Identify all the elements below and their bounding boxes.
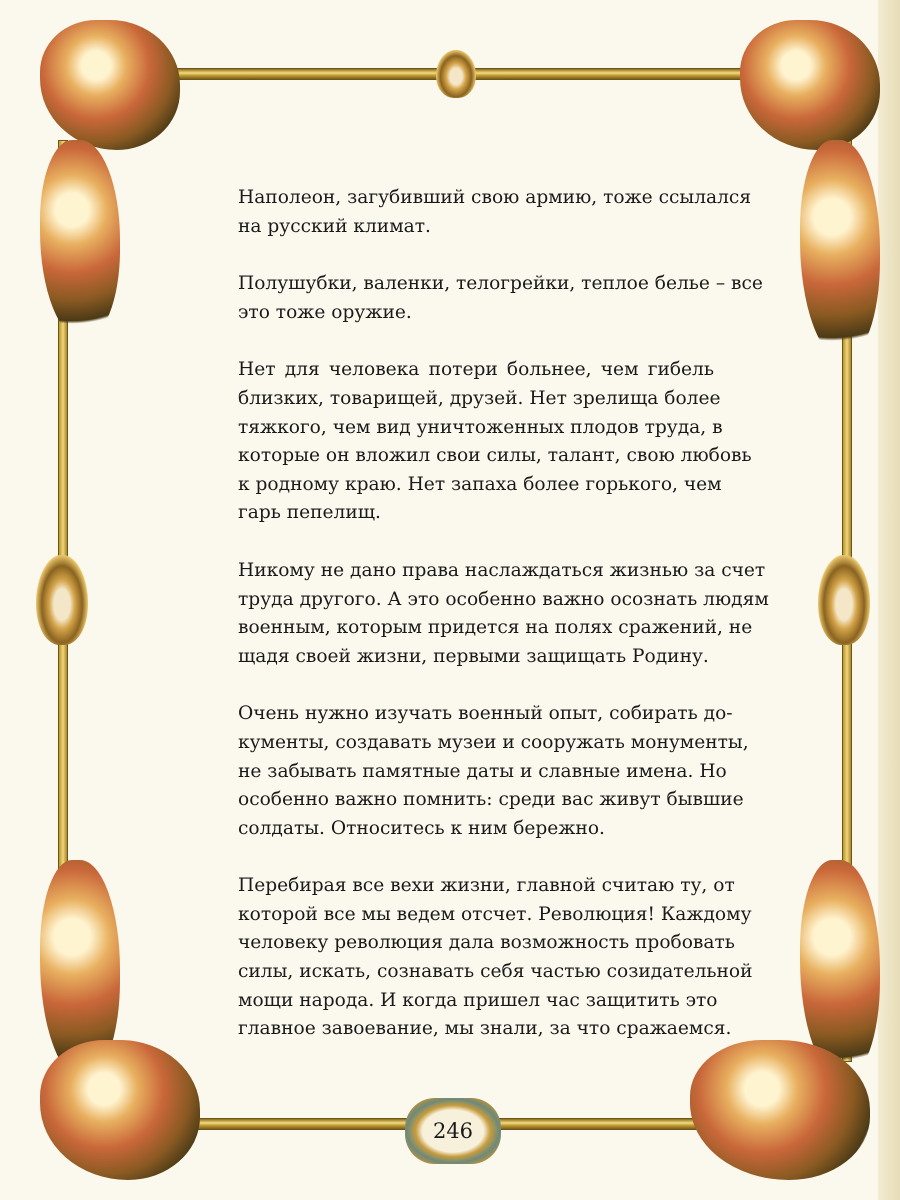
corner-ornament-bottom-right bbox=[690, 1040, 870, 1180]
right-mask-medallion bbox=[818, 555, 870, 645]
side-ornament-right-upper bbox=[800, 140, 880, 360]
paragraph-2 bbox=[238, 270, 763, 327]
text-line: труда другого. А это особенно важно осознать людям bbox=[238, 588, 769, 610]
corner-ornament-top-right bbox=[740, 20, 880, 150]
text-line: которые он вложил свои силы, талант, свою любовь bbox=[238, 445, 752, 467]
side-ornament-left-upper bbox=[40, 140, 120, 340]
text-line: не забывать памятные даты и славные имена. Но bbox=[238, 760, 727, 782]
text-line: гарь пепелищ. bbox=[238, 502, 381, 524]
text-line: мощи народа. И когда пришел час защитить это bbox=[238, 989, 718, 1011]
text-line: Наполеон, загубивший свою армию, тоже ссылался bbox=[238, 187, 752, 208]
text-line: силы, искать, сознавать себя частью созидательной bbox=[238, 961, 753, 983]
corner-ornament-top-left bbox=[40, 20, 180, 150]
text-line: тяжкого, чем вид уничтоженных плодов труда, в bbox=[238, 416, 723, 438]
text-line: солдаты. Относитесь к ним бережно. bbox=[238, 817, 605, 839]
text-line: человеку революция дала возможность пробовать bbox=[238, 932, 735, 954]
page-text bbox=[238, 184, 769, 1073]
text-line: Нет для человека потери больнее, чем гибель bbox=[238, 359, 714, 381]
text-line: особенно важно помнить: среди вас живут бывшие bbox=[238, 789, 744, 811]
paragraph-4 bbox=[238, 557, 769, 671]
top-center-ornament bbox=[436, 50, 476, 98]
text-line: это тоже оружие. bbox=[238, 301, 412, 323]
text-line: к родному краю. Нет запаха более горького, чем bbox=[238, 473, 722, 495]
text-line: кументы, создавать музеи и сооружать монументы, bbox=[238, 731, 749, 753]
text-line: близких, товарищей, друзей. Нет зрелища более bbox=[238, 387, 721, 409]
text-line: Никому не дано права наслаждаться жизнью за счет bbox=[238, 559, 766, 581]
paragraph-1 bbox=[238, 184, 752, 241]
page-edge bbox=[878, 0, 900, 1200]
page-number: 246 bbox=[432, 1119, 474, 1143]
text-line: щадя своей жизни, первыми защищать Родину. bbox=[238, 645, 709, 667]
left-mask-medallion bbox=[36, 555, 88, 645]
page-number-cartouche bbox=[405, 1098, 501, 1164]
text-line: Полушубки, валенки, телогрейки, теплое белье – все bbox=[238, 273, 763, 295]
text-line: на русский климат. bbox=[238, 215, 431, 237]
paragraph-5 bbox=[238, 700, 749, 843]
paragraph-3 bbox=[238, 356, 752, 528]
text-line: военным, которым придется на полях сражений, не bbox=[238, 617, 753, 639]
paragraph-6 bbox=[238, 872, 753, 1044]
corner-ornament-bottom-left bbox=[40, 1040, 200, 1180]
text-line: главное завоевание, мы знали, за что сражаемся. bbox=[238, 1018, 732, 1040]
text-line: которой все мы ведем отсчет. Революция! Каждому bbox=[238, 903, 752, 925]
text-line: Перебирая все вехи жизни, главной считаю ту, от bbox=[238, 875, 735, 897]
text-line: Очень нужно изучать военный опыт, собирать до- bbox=[238, 703, 733, 725]
